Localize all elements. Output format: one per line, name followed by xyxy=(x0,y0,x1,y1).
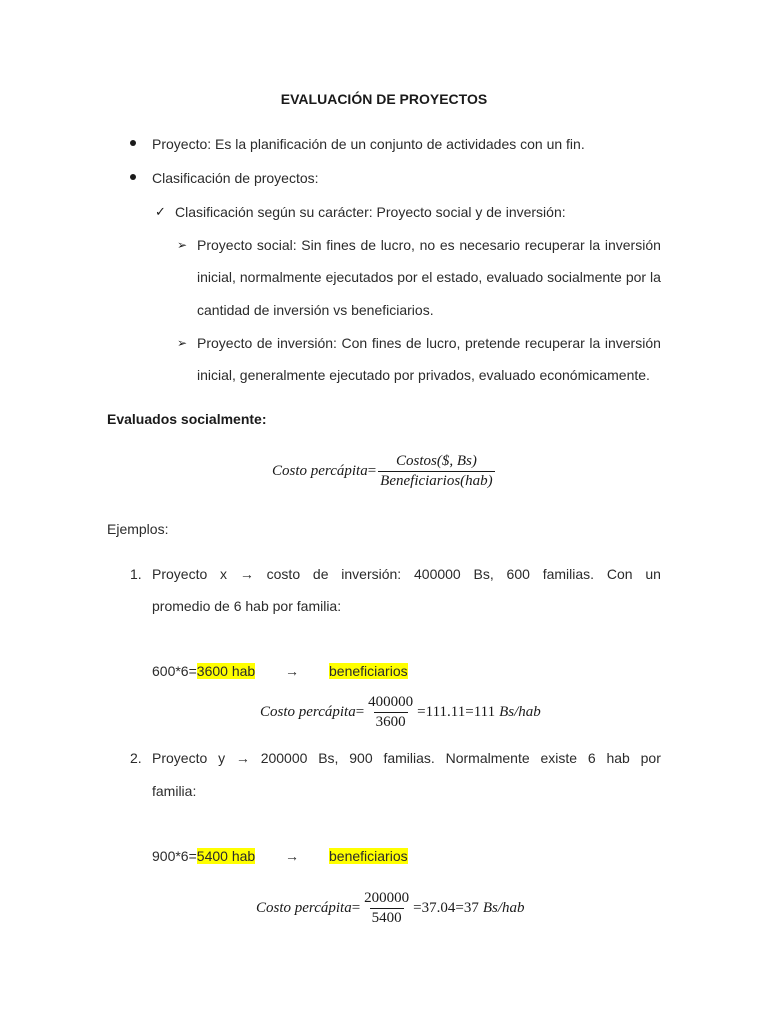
word: Normalmente xyxy=(445,750,530,766)
formula-unit: Bs/hab xyxy=(499,704,541,720)
word: por xyxy=(640,750,661,766)
word: no xyxy=(419,237,436,253)
formula-denominator: 5400 xyxy=(371,910,402,926)
word: de xyxy=(256,335,273,351)
formula-numerator: Costos($, Bs) xyxy=(395,453,477,469)
calc-highlight: 3600 hab xyxy=(196,663,256,679)
sub-item-investment-line-1 xyxy=(197,335,661,351)
word: la xyxy=(650,269,661,285)
calc-prefix: 600*6= xyxy=(152,663,197,679)
formula-equals: = xyxy=(465,704,474,720)
arrow-icon: → xyxy=(239,566,254,582)
formula-equals: = xyxy=(367,463,377,479)
word: Con xyxy=(341,335,368,351)
word: por xyxy=(625,269,647,285)
formula-rounded: 37 xyxy=(463,900,479,916)
word: necesario xyxy=(459,237,521,253)
word: inversión xyxy=(604,335,661,351)
word: Bs, xyxy=(473,566,494,582)
arrowhead-bullet-icon: ➢ xyxy=(177,336,188,350)
word: y xyxy=(218,750,226,766)
arrow-icon: → xyxy=(285,663,299,679)
word: 6 xyxy=(587,750,596,766)
word: 600 xyxy=(506,566,530,582)
arrow-icon: → xyxy=(285,848,299,864)
example-2-line-2: familia: xyxy=(152,783,197,799)
formula-equals: = xyxy=(413,900,422,916)
checkmark-icon: ✓ xyxy=(155,204,166,219)
word: lucro, xyxy=(426,335,461,351)
formula-lhs: Costo percápita xyxy=(272,463,368,479)
word: Proyecto xyxy=(152,566,208,582)
word: de xyxy=(360,237,377,253)
example-2-formula xyxy=(256,890,525,927)
section-heading: Evaluados socialmente: xyxy=(107,411,267,427)
word: ejecutados xyxy=(325,269,394,285)
bullet-item: Clasificación de proyectos: xyxy=(152,170,319,186)
formula-equals: = xyxy=(355,704,365,720)
word: 200000 xyxy=(260,750,308,766)
arrowhead-bullet-icon: ➢ xyxy=(177,238,188,252)
calc-prefix: 900*6= xyxy=(152,848,197,864)
word: inversión: xyxy=(277,335,337,351)
bullet-dot-icon xyxy=(130,140,136,146)
word: fines xyxy=(371,335,402,351)
word: la xyxy=(589,237,601,253)
word: evaluado xyxy=(486,269,544,285)
example-number: 1. xyxy=(130,566,142,582)
word: por xyxy=(397,269,418,285)
word: 400000 xyxy=(414,566,461,582)
word: de xyxy=(312,566,329,582)
example-2-calc xyxy=(152,848,255,864)
formula-equals: = xyxy=(455,900,464,916)
word: recuperar xyxy=(524,237,585,253)
word: de xyxy=(405,335,422,351)
calc-highlight: 5400 hab xyxy=(196,848,256,864)
formula-unit: Bs/hab xyxy=(482,900,525,916)
formula-fraction xyxy=(366,694,415,731)
word: el xyxy=(421,269,433,285)
formula-result: 111.11 xyxy=(425,704,466,720)
formula-equals: = xyxy=(351,900,361,916)
word: existe xyxy=(540,750,578,766)
formula-numerator: 400000 xyxy=(368,694,414,710)
word: Bs, xyxy=(318,750,339,766)
sub-item-social-line-3: cantidad de inversión vs beneficiarios. xyxy=(197,302,434,318)
word: recuperar xyxy=(524,335,585,351)
formula-lhs: Costo percápita xyxy=(260,704,356,720)
word: inversión: xyxy=(341,566,402,582)
examples-label: Ejemplos: xyxy=(107,521,169,537)
formula-rounded: 111 xyxy=(473,704,496,720)
example-1-calc xyxy=(152,663,255,679)
beneficiaries-label: beneficiarios xyxy=(329,663,408,679)
example-2-line-1 xyxy=(152,750,661,766)
arrow-icon: → xyxy=(235,750,250,766)
word: social: xyxy=(256,237,297,253)
beneficiaries-label: beneficiarios xyxy=(329,848,408,864)
word: inicial, xyxy=(197,269,236,285)
word: un xyxy=(645,566,661,582)
word: Sin xyxy=(301,237,322,253)
formula-fraction xyxy=(378,453,494,490)
word: Proyecto xyxy=(197,237,253,253)
document-title: EVALUACIÓN DE PROYECTOS xyxy=(280,91,488,107)
example-number: 2. xyxy=(130,750,142,766)
classification-item: Clasificación según su carácter: Proyecto social y de inversión: xyxy=(175,204,566,220)
word: x xyxy=(220,566,228,582)
bullet-dot-icon xyxy=(130,174,136,180)
word: familias. xyxy=(542,566,595,582)
example-1-line-1 xyxy=(152,566,661,582)
example-1-formula xyxy=(260,694,541,731)
bullet-item: Proyecto: Es la planificación de un conjunto de actividades con un fin. xyxy=(152,136,585,152)
word: fines xyxy=(326,237,356,253)
formula-denominator: 3600 xyxy=(375,714,406,730)
word: Proyecto xyxy=(197,335,253,351)
formula-fraction xyxy=(362,890,411,927)
formula-cost-per-capita xyxy=(272,453,497,490)
word: normalmente xyxy=(239,269,322,285)
formula-numerator: 200000 xyxy=(364,890,410,906)
word: 900 xyxy=(349,750,373,766)
sub-item-investment-line-2: inicial, generalmente ejecutado por privados, evaluado económicamente. xyxy=(197,367,650,383)
formula-result: 37.04 xyxy=(421,900,456,916)
word: es xyxy=(439,237,455,253)
word: familias. xyxy=(383,750,435,766)
word: Proyecto xyxy=(152,750,208,766)
formula-equals: = xyxy=(417,704,426,720)
formula-lhs: Costo percápita xyxy=(256,900,352,916)
word: pretende xyxy=(464,335,521,351)
word: lucro, xyxy=(380,237,415,253)
word: costo xyxy=(266,566,301,582)
formula-denominator: Beneficiarios(hab) xyxy=(380,473,493,489)
word: la xyxy=(589,335,601,351)
word: socialmente xyxy=(547,269,622,285)
word: Con xyxy=(606,566,633,582)
sub-item-social-line-2 xyxy=(197,269,661,285)
word: hab xyxy=(606,750,630,766)
word: inversión xyxy=(604,237,661,253)
sub-item-social-line-1 xyxy=(197,237,661,253)
word: estado, xyxy=(436,269,483,285)
example-1-line-2: promedio de 6 hab por familia: xyxy=(152,598,342,614)
